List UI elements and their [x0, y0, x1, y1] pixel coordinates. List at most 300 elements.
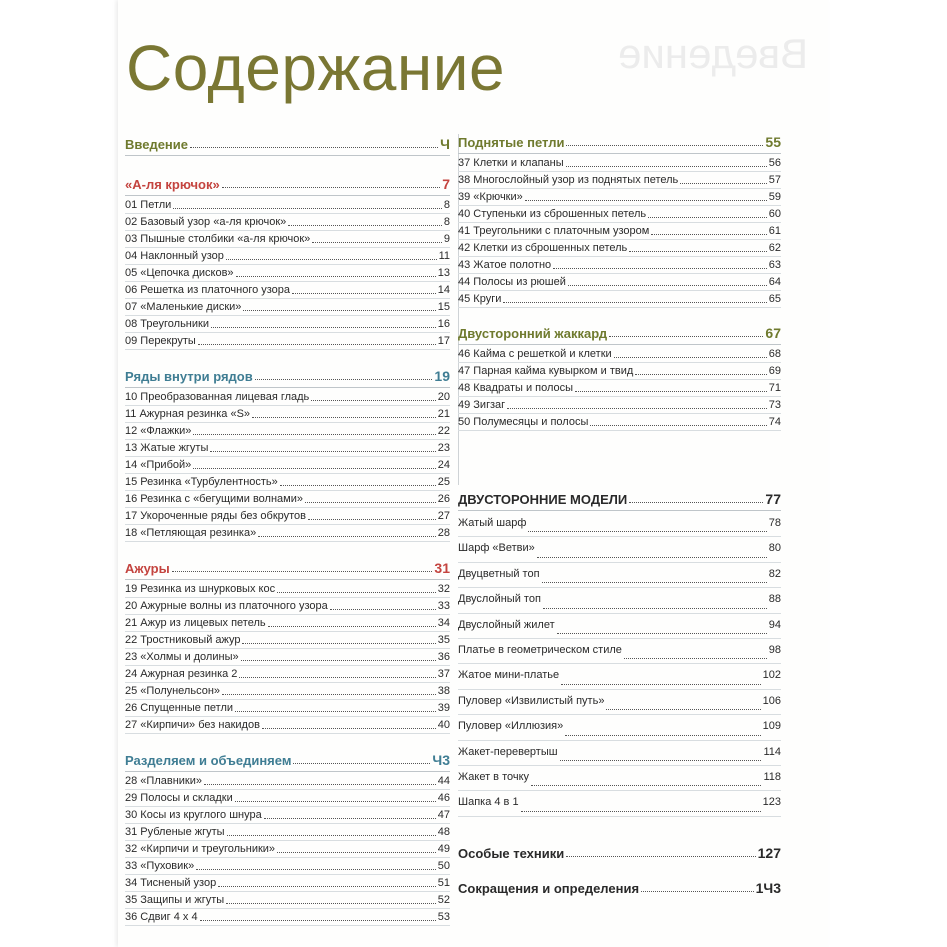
entry-title: 46 Кайма с решеткой и клетки [458, 348, 612, 360]
dot-leader [566, 165, 767, 167]
toc-entry [458, 614, 781, 639]
entry-page-number: 59 [768, 191, 781, 203]
dot-leader [227, 834, 436, 836]
dot-leader [614, 356, 767, 358]
entry-page-number: 28 [437, 527, 450, 539]
entry-page-number: 37 [437, 668, 450, 680]
toc-entry [125, 474, 450, 491]
toc-entry [458, 563, 781, 588]
entry-title: 31 Рубленые жгуты [125, 826, 225, 838]
entry-title: 27 «Кирпичи» без накидов [125, 719, 260, 731]
dot-leader [648, 216, 767, 218]
entry-page-number: 48 [437, 826, 450, 838]
toc-entry [125, 807, 450, 824]
dot-leader [235, 800, 436, 802]
toc-entry [458, 257, 781, 274]
section-heading [458, 325, 781, 345]
toc-entry [458, 414, 781, 431]
entry-title: 49 Зигзаг [458, 399, 506, 411]
dot-leader [236, 275, 436, 277]
toc-entry [125, 841, 450, 858]
entry-title: Жакет в точку [458, 770, 530, 783]
section-page-number: 31 [434, 560, 450, 576]
section-page-number: 127 [757, 844, 781, 861]
entry-title: Жатый шарф [458, 517, 527, 529]
toc-entry [125, 790, 450, 807]
entry-title: Двуцветный топ [458, 567, 540, 580]
toc-entry [458, 588, 781, 613]
toc-page [118, 0, 828, 947]
dot-leader [193, 467, 435, 469]
entry-page-number: 60 [768, 208, 781, 220]
entry-page-number: 106 [762, 694, 781, 707]
entry-page-number: 80 [768, 542, 781, 555]
toc-entry [125, 875, 450, 892]
page-title: Содержание [126, 32, 506, 104]
dot-leader [308, 518, 436, 520]
toc-entry [125, 406, 450, 423]
entry-title: 12 «Флажки» [125, 425, 192, 437]
section-heading [458, 880, 781, 899]
entry-page-number: 34 [437, 617, 450, 629]
toc-entry [458, 741, 781, 766]
entry-title: 43 Жатое полотно [458, 259, 552, 271]
dot-leader [258, 535, 436, 537]
bleed-through-text: Введение [618, 30, 809, 77]
entry-page-number: 49 [437, 843, 450, 855]
entry-title: Жакет-перевертыш [458, 745, 558, 758]
toc-section [458, 880, 781, 899]
toc-entry [458, 189, 781, 206]
entry-page-number: 68 [768, 348, 781, 360]
entry-title: 41 Треугольники с платочным узором [458, 225, 650, 237]
dot-leader [525, 199, 767, 201]
toc-entry [125, 457, 450, 474]
dot-leader [226, 258, 437, 260]
toc-entry [458, 223, 781, 240]
entry-page-number: 102 [762, 669, 781, 682]
entry-page-number: 118 [763, 770, 781, 783]
toc-entry [458, 274, 781, 291]
section-title: Двусторонний жаккард [458, 326, 608, 341]
entry-page-number: 20 [437, 391, 450, 403]
section-heading [458, 134, 781, 154]
entry-page-number: 64 [768, 276, 781, 288]
toc-entry [125, 265, 450, 282]
entry-title: 30 Косы из круглого шнура [125, 809, 262, 821]
dot-leader [210, 450, 435, 452]
section-page-number: 19 [434, 368, 450, 384]
toc-entry [125, 717, 450, 734]
entry-title: 17 Укороченные ряды без обкрутов [125, 510, 306, 522]
entry-page-number: 39 [437, 702, 450, 714]
section-heading [125, 560, 450, 580]
dot-leader [173, 207, 442, 209]
dot-leader [196, 868, 436, 870]
toc-entry [125, 700, 450, 717]
entry-page-number: 17 [437, 335, 450, 347]
entry-title: 26 Спущенные петли [125, 702, 234, 714]
toc-section [125, 752, 450, 926]
section-title: Введение [125, 137, 188, 152]
toc-entry [125, 231, 450, 248]
section-title: Сокращения и определения [458, 880, 640, 896]
entry-page-number: 78 [768, 517, 781, 529]
section-title: Особые техники [458, 845, 565, 861]
dot-leader [528, 530, 766, 532]
entry-page-number: 16 [437, 318, 450, 330]
entry-page-number: 36 [437, 651, 450, 663]
dot-leader [651, 233, 766, 235]
entry-title: 22 Тростниковый ажур [125, 634, 241, 646]
section-page-number: Ч [440, 136, 450, 152]
toc-entry [458, 397, 781, 414]
entry-page-number: 15 [437, 301, 450, 313]
entry-title: 15 Резинка «Турбулентность» [125, 476, 278, 488]
entry-title: 20 Ажурные волны из платочного узора [125, 600, 328, 612]
section-title: Поднятые петли [458, 135, 565, 150]
toc-entry [458, 346, 781, 363]
toc-entry [125, 282, 450, 299]
entry-title: 13 Жатые жгуты [125, 442, 209, 454]
dot-leader [503, 301, 766, 303]
dot-leader [190, 146, 438, 148]
entry-title: 48 Квадраты и полосы [458, 382, 574, 394]
toc-entry [458, 380, 781, 397]
toc-section [125, 176, 450, 350]
entry-title: 47 Парная кайма кувырком и твид [458, 365, 634, 377]
entry-title: 18 «Петляющая резинка» [125, 527, 257, 539]
toc-entry [125, 508, 450, 525]
entry-page-number: 82 [768, 567, 781, 580]
entry-title: 21 Ажур из лицевых петель [125, 617, 266, 629]
entry-page-number: 13 [437, 267, 450, 279]
section-title: ДВУСТОРОННИЕ МОДЕЛИ [458, 492, 628, 507]
dot-leader [606, 708, 760, 710]
toc-section [125, 560, 450, 734]
toc-entry [125, 197, 450, 214]
dot-leader [198, 343, 436, 345]
dot-leader [312, 241, 442, 243]
entry-page-number: 61 [768, 225, 781, 237]
entry-page-number: 71 [768, 382, 781, 394]
dot-leader [218, 885, 436, 887]
dot-leader [507, 407, 767, 409]
dot-leader [204, 783, 436, 785]
toc-right-column [458, 134, 781, 900]
entry-title: 40 Ступеньки из сброшенных петель [458, 208, 647, 220]
dot-leader [280, 484, 436, 486]
entry-page-number: 73 [768, 399, 781, 411]
toc-entry [458, 291, 781, 308]
entry-page-number: 14 [437, 284, 450, 296]
entry-page-number: 62 [768, 242, 781, 254]
toc-entry [125, 683, 450, 700]
dot-leader [262, 727, 436, 729]
dot-leader [255, 378, 433, 380]
entry-title: 03 Пышные столбики «а-ля крючок» [125, 233, 311, 245]
dot-leader [635, 373, 766, 375]
entry-page-number: 9 [443, 233, 450, 245]
dot-leader [565, 734, 760, 736]
section-heading [458, 491, 781, 511]
entry-title: 37 Клетки и клапаны [458, 157, 564, 169]
section-page-number: 1Ч3 [755, 879, 781, 896]
dot-leader [252, 416, 436, 418]
entry-title: 38 Многослойный узор из поднятых петель [458, 174, 679, 186]
toc-entry [125, 909, 450, 926]
dot-leader [680, 182, 766, 184]
entry-page-number: 47 [437, 809, 450, 821]
dot-leader [553, 267, 767, 269]
entry-title: 01 Петли [125, 199, 172, 211]
entry-page-number: 26 [437, 493, 450, 505]
dot-leader [241, 659, 436, 661]
toc-section [125, 136, 450, 156]
dot-leader [288, 224, 442, 226]
entry-title: Двуслойный топ [458, 593, 541, 606]
toc-entry [458, 791, 781, 816]
entry-page-number: 109 [762, 720, 781, 733]
entry-page-number: 98 [768, 643, 781, 656]
dot-leader [211, 326, 436, 328]
dot-leader [235, 710, 436, 712]
toc-entry [125, 581, 450, 598]
toc-entry [458, 363, 781, 380]
toc-section [125, 368, 450, 542]
entry-page-number: 46 [437, 792, 450, 804]
dot-leader [200, 919, 436, 921]
entry-page-number: 44 [437, 775, 450, 787]
entry-title: 09 Перекруты [125, 335, 196, 347]
entry-title: 16 Резинка с «бегущими волнами» [125, 493, 303, 505]
entry-page-number: 52 [437, 894, 450, 906]
toc-entry [458, 766, 781, 791]
section-title: Ряды внутри рядов [125, 369, 253, 384]
section-page-number: 67 [765, 325, 781, 341]
entry-title: Пуловер «Иллюзия» [458, 720, 564, 733]
section-title: Ажуры [125, 561, 170, 576]
entry-title: 32 «Кирпичи и треугольники» [125, 843, 276, 855]
entry-page-number: 57 [768, 174, 781, 186]
entry-title: 34 Тисненый узор [125, 877, 217, 889]
dot-leader [293, 762, 430, 764]
toc-entry [125, 632, 450, 649]
dot-leader [542, 581, 767, 583]
dot-leader [277, 851, 436, 853]
entry-title: 06 Решетка из платочного узора [125, 284, 291, 296]
entry-title: 50 Полумесяцы и полосы [458, 416, 589, 428]
section-page-number: 55 [765, 134, 781, 150]
entry-page-number: 40 [437, 719, 450, 731]
dot-leader [531, 784, 761, 786]
entry-title: 07 «Маленькие диски» [125, 301, 242, 313]
dot-leader [537, 556, 767, 558]
toc-entry [125, 649, 450, 666]
entry-page-number: 53 [437, 911, 450, 923]
entry-page-number: 8 [443, 199, 450, 211]
section-heading [125, 176, 450, 196]
entry-title: 42 Клетки из сброшенных петель [458, 242, 628, 254]
entry-page-number: 25 [437, 476, 450, 488]
toc-entry [125, 316, 450, 333]
toc-entry [458, 690, 781, 715]
toc-entry [458, 537, 781, 562]
entry-title: 36 Сдвиг 4 х 4 [125, 911, 198, 923]
toc-entry [458, 155, 781, 172]
dot-leader [568, 284, 767, 286]
toc-entry [125, 598, 450, 615]
dot-leader [641, 890, 754, 892]
toc-entry [458, 240, 781, 257]
entry-title: 24 Ажурная резинка 2 [125, 668, 238, 680]
entry-page-number: 94 [768, 618, 781, 631]
entry-title: 44 Полосы из рюшей [458, 276, 566, 288]
dot-leader [330, 608, 436, 610]
toc-entry [125, 248, 450, 265]
toc-entry [125, 214, 450, 231]
dot-leader [243, 309, 435, 311]
dot-leader [609, 335, 763, 337]
section-heading [125, 752, 450, 772]
entry-title: 11 Ажурная резинка «S» [125, 408, 251, 420]
toc-entry [125, 333, 450, 350]
toc-entry [125, 892, 450, 909]
dot-leader [239, 676, 435, 678]
dot-leader [226, 902, 436, 904]
dot-leader [311, 399, 435, 401]
entry-title: 05 «Цепочка дисков» [125, 267, 234, 279]
dot-leader [590, 424, 766, 426]
toc-section [458, 134, 781, 308]
dot-leader [629, 501, 763, 503]
toc-entry [458, 172, 781, 189]
dot-leader [264, 817, 436, 819]
entry-page-number: 69 [768, 365, 781, 377]
toc-entry [125, 666, 450, 683]
section-page-number: Ч3 [432, 752, 450, 768]
entry-page-number: 27 [437, 510, 450, 522]
dot-leader [629, 250, 766, 252]
toc-entry [458, 664, 781, 689]
entry-page-number: 51 [437, 877, 450, 889]
section-page-number: 77 [765, 491, 781, 507]
toc-entry [125, 858, 450, 875]
entry-title: Двуслойный жилет [458, 618, 555, 631]
dot-leader [305, 501, 436, 503]
entry-title: 10 Преобразованная лицевая гладь [125, 391, 310, 403]
dot-leader [242, 642, 435, 644]
toc-left-column [125, 136, 450, 926]
dot-leader [543, 607, 767, 609]
entry-title: 39 «Крючки» [458, 191, 523, 203]
entry-title: 14 «Прибой» [125, 459, 192, 471]
dot-leader [566, 144, 763, 146]
section-title: Разделяем и объединяем [125, 753, 292, 768]
entry-title: Пуловер «Извилистый путь» [458, 694, 605, 707]
section-heading [125, 368, 450, 388]
entry-title: Платье в геометрическом стиле [458, 643, 622, 656]
toc-entry [125, 440, 450, 457]
toc-section [458, 325, 781, 431]
entry-page-number: 38 [437, 685, 450, 697]
toc-entry [458, 639, 781, 664]
dot-leader [172, 570, 433, 572]
entry-title: 29 Полосы и складки [125, 792, 233, 804]
entry-title: 19 Резинка из шнурковых кос [125, 583, 276, 595]
dot-leader [557, 632, 767, 634]
entry-page-number: 74 [768, 416, 781, 428]
entry-title: Шарф «Ветви» [458, 542, 535, 555]
entry-title: 04 Наклонный узор [125, 250, 224, 262]
dot-leader [561, 683, 761, 685]
entry-title: Шапка 4 в 1 [458, 796, 519, 809]
dot-leader [193, 433, 435, 435]
toc-section [458, 491, 781, 817]
section-title: «А-ля крючок» [125, 177, 220, 192]
toc-entry [125, 389, 450, 406]
toc-entry [125, 824, 450, 841]
entry-title: 23 «Холмы и долины» [125, 651, 239, 663]
section-page-number: 7 [442, 176, 450, 192]
toc-section [458, 845, 781, 864]
dot-leader [624, 657, 767, 659]
dot-leader [521, 810, 761, 812]
dot-leader [277, 591, 436, 593]
entry-title: 08 Треугольники [125, 318, 209, 330]
entry-page-number: 56 [768, 157, 781, 169]
entry-title: 33 «Пуховик» [125, 860, 195, 872]
entry-page-number: 24 [437, 459, 450, 471]
entry-page-number: 22 [437, 425, 450, 437]
entry-page-number: 50 [437, 860, 450, 872]
dot-leader [560, 759, 762, 761]
entry-page-number: 35 [437, 634, 450, 646]
toc-entry [125, 773, 450, 790]
entry-page-number: 21 [437, 408, 450, 420]
entry-page-number: 114 [763, 745, 781, 758]
entry-page-number: 8 [443, 216, 450, 228]
dot-leader [222, 186, 441, 188]
dot-leader [575, 390, 767, 392]
entry-page-number: 123 [762, 796, 781, 809]
toc-entry [125, 615, 450, 632]
toc-entry [125, 423, 450, 440]
toc-entry [125, 525, 450, 542]
entry-title: 35 Защипы и жгуты [125, 894, 225, 906]
dot-leader [566, 855, 755, 857]
dot-leader [292, 292, 436, 294]
toc-entry [458, 512, 781, 537]
entry-title: 25 «Полунельсон» [125, 685, 221, 697]
dot-leader [222, 693, 436, 695]
dot-leader [268, 625, 436, 627]
entry-page-number: 23 [437, 442, 450, 454]
toc-entry [125, 491, 450, 508]
entry-title: 28 «Плавники» [125, 775, 202, 787]
entry-page-number: 63 [768, 259, 781, 271]
entry-page-number: 33 [437, 600, 450, 612]
section-heading [125, 136, 450, 156]
entry-page-number: 65 [768, 293, 781, 305]
toc-entry [458, 715, 781, 740]
toc-entry [125, 299, 450, 316]
entry-title: Жатое мини-платье [458, 669, 560, 682]
entry-page-number: 88 [768, 593, 781, 606]
toc-entry [458, 206, 781, 223]
entry-title: 45 Круги [458, 293, 502, 305]
entry-page-number: 32 [437, 583, 450, 595]
